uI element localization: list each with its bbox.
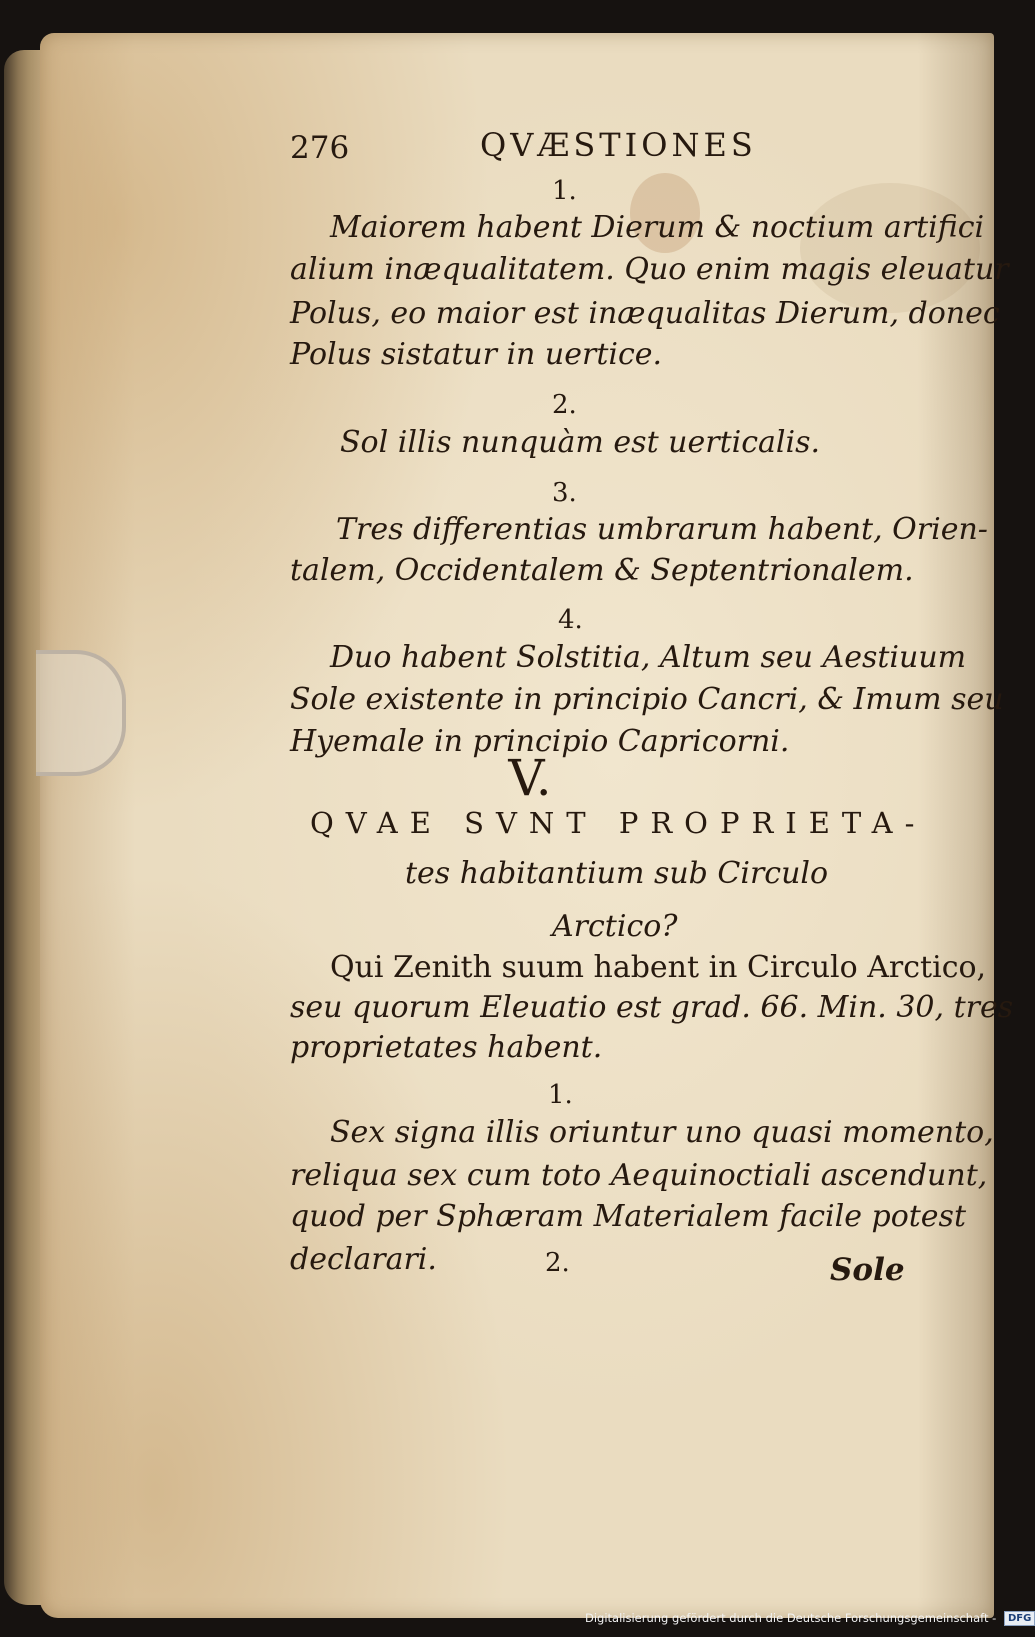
sub1-line: declarari. [290, 1242, 437, 1277]
item1-line: Polus, eo maior est inæqualitas Dierum, donec [290, 296, 1000, 331]
footer-credit-text: Digitalisierung gefördert durch die Deutsche Forschungsgemeinschaft - [585, 1611, 997, 1625]
item1-line: Maiorem habent Dierum & noctium artifici [330, 210, 985, 245]
answer-line: Qui Zenith suum habent in Circulo Arctico, [330, 950, 987, 985]
item2-numeral: 2. [552, 390, 577, 420]
stain [800, 183, 980, 313]
item4-numeral: 4. [558, 605, 583, 635]
item3-line: Tres differentias umbrarum habent, Orien- [336, 512, 988, 547]
item4-line: Hyemale in principio Capricorni. [290, 724, 790, 759]
sub1-numeral: 1. [548, 1080, 573, 1110]
item1-line: alium inæqualitatem. Quo enim magis eleuatur [290, 252, 1009, 287]
page-clip [36, 650, 126, 776]
item2-line: Sol illis nunquàm est uerticalis. [340, 425, 821, 460]
item3-line: talem, Occidentalem & Septentrionalem. [290, 553, 914, 588]
catchword: Sole [830, 1252, 905, 1288]
chapter-title-line: QVAE SVNT PROPRIETA- [310, 806, 927, 840]
dfg-logo: DFG [1004, 1611, 1035, 1626]
item4-line: Sole existente in principio Cancri, & Imum seu [290, 682, 1004, 717]
sub1-line: reliqua sex cum toto Aequinoctiali ascendunt, [290, 1158, 988, 1193]
item1-line: Polus sistatur in uertice. [290, 337, 663, 372]
chapter-title-line: Arctico? [552, 909, 678, 944]
running-head: QVÆSTIONES [480, 126, 757, 164]
chapter-title-line: tes habitantium sub Circulo [405, 856, 829, 891]
item3-numeral: 3. [552, 478, 577, 508]
footer-credit [585, 1611, 1035, 1626]
answer-line: seu quorum Eleuatio est grad. 66. Min. 30, tres [290, 990, 1014, 1025]
chapter-numeral: V. [508, 749, 552, 807]
answer-line: proprietates habent. [290, 1030, 603, 1065]
item1-numeral: 1. [552, 176, 577, 206]
sub1-line: Sex signa illis oriuntur uno quasi momento, [330, 1115, 994, 1150]
sub1-line: quod per Sphæram Materialem facile potest [290, 1199, 967, 1234]
item4-line: Duo habent Solstitia, Altum seu Aestiuum [330, 640, 967, 675]
page-number: 276 [290, 130, 350, 166]
sub2-numeral: 2. [545, 1248, 570, 1278]
